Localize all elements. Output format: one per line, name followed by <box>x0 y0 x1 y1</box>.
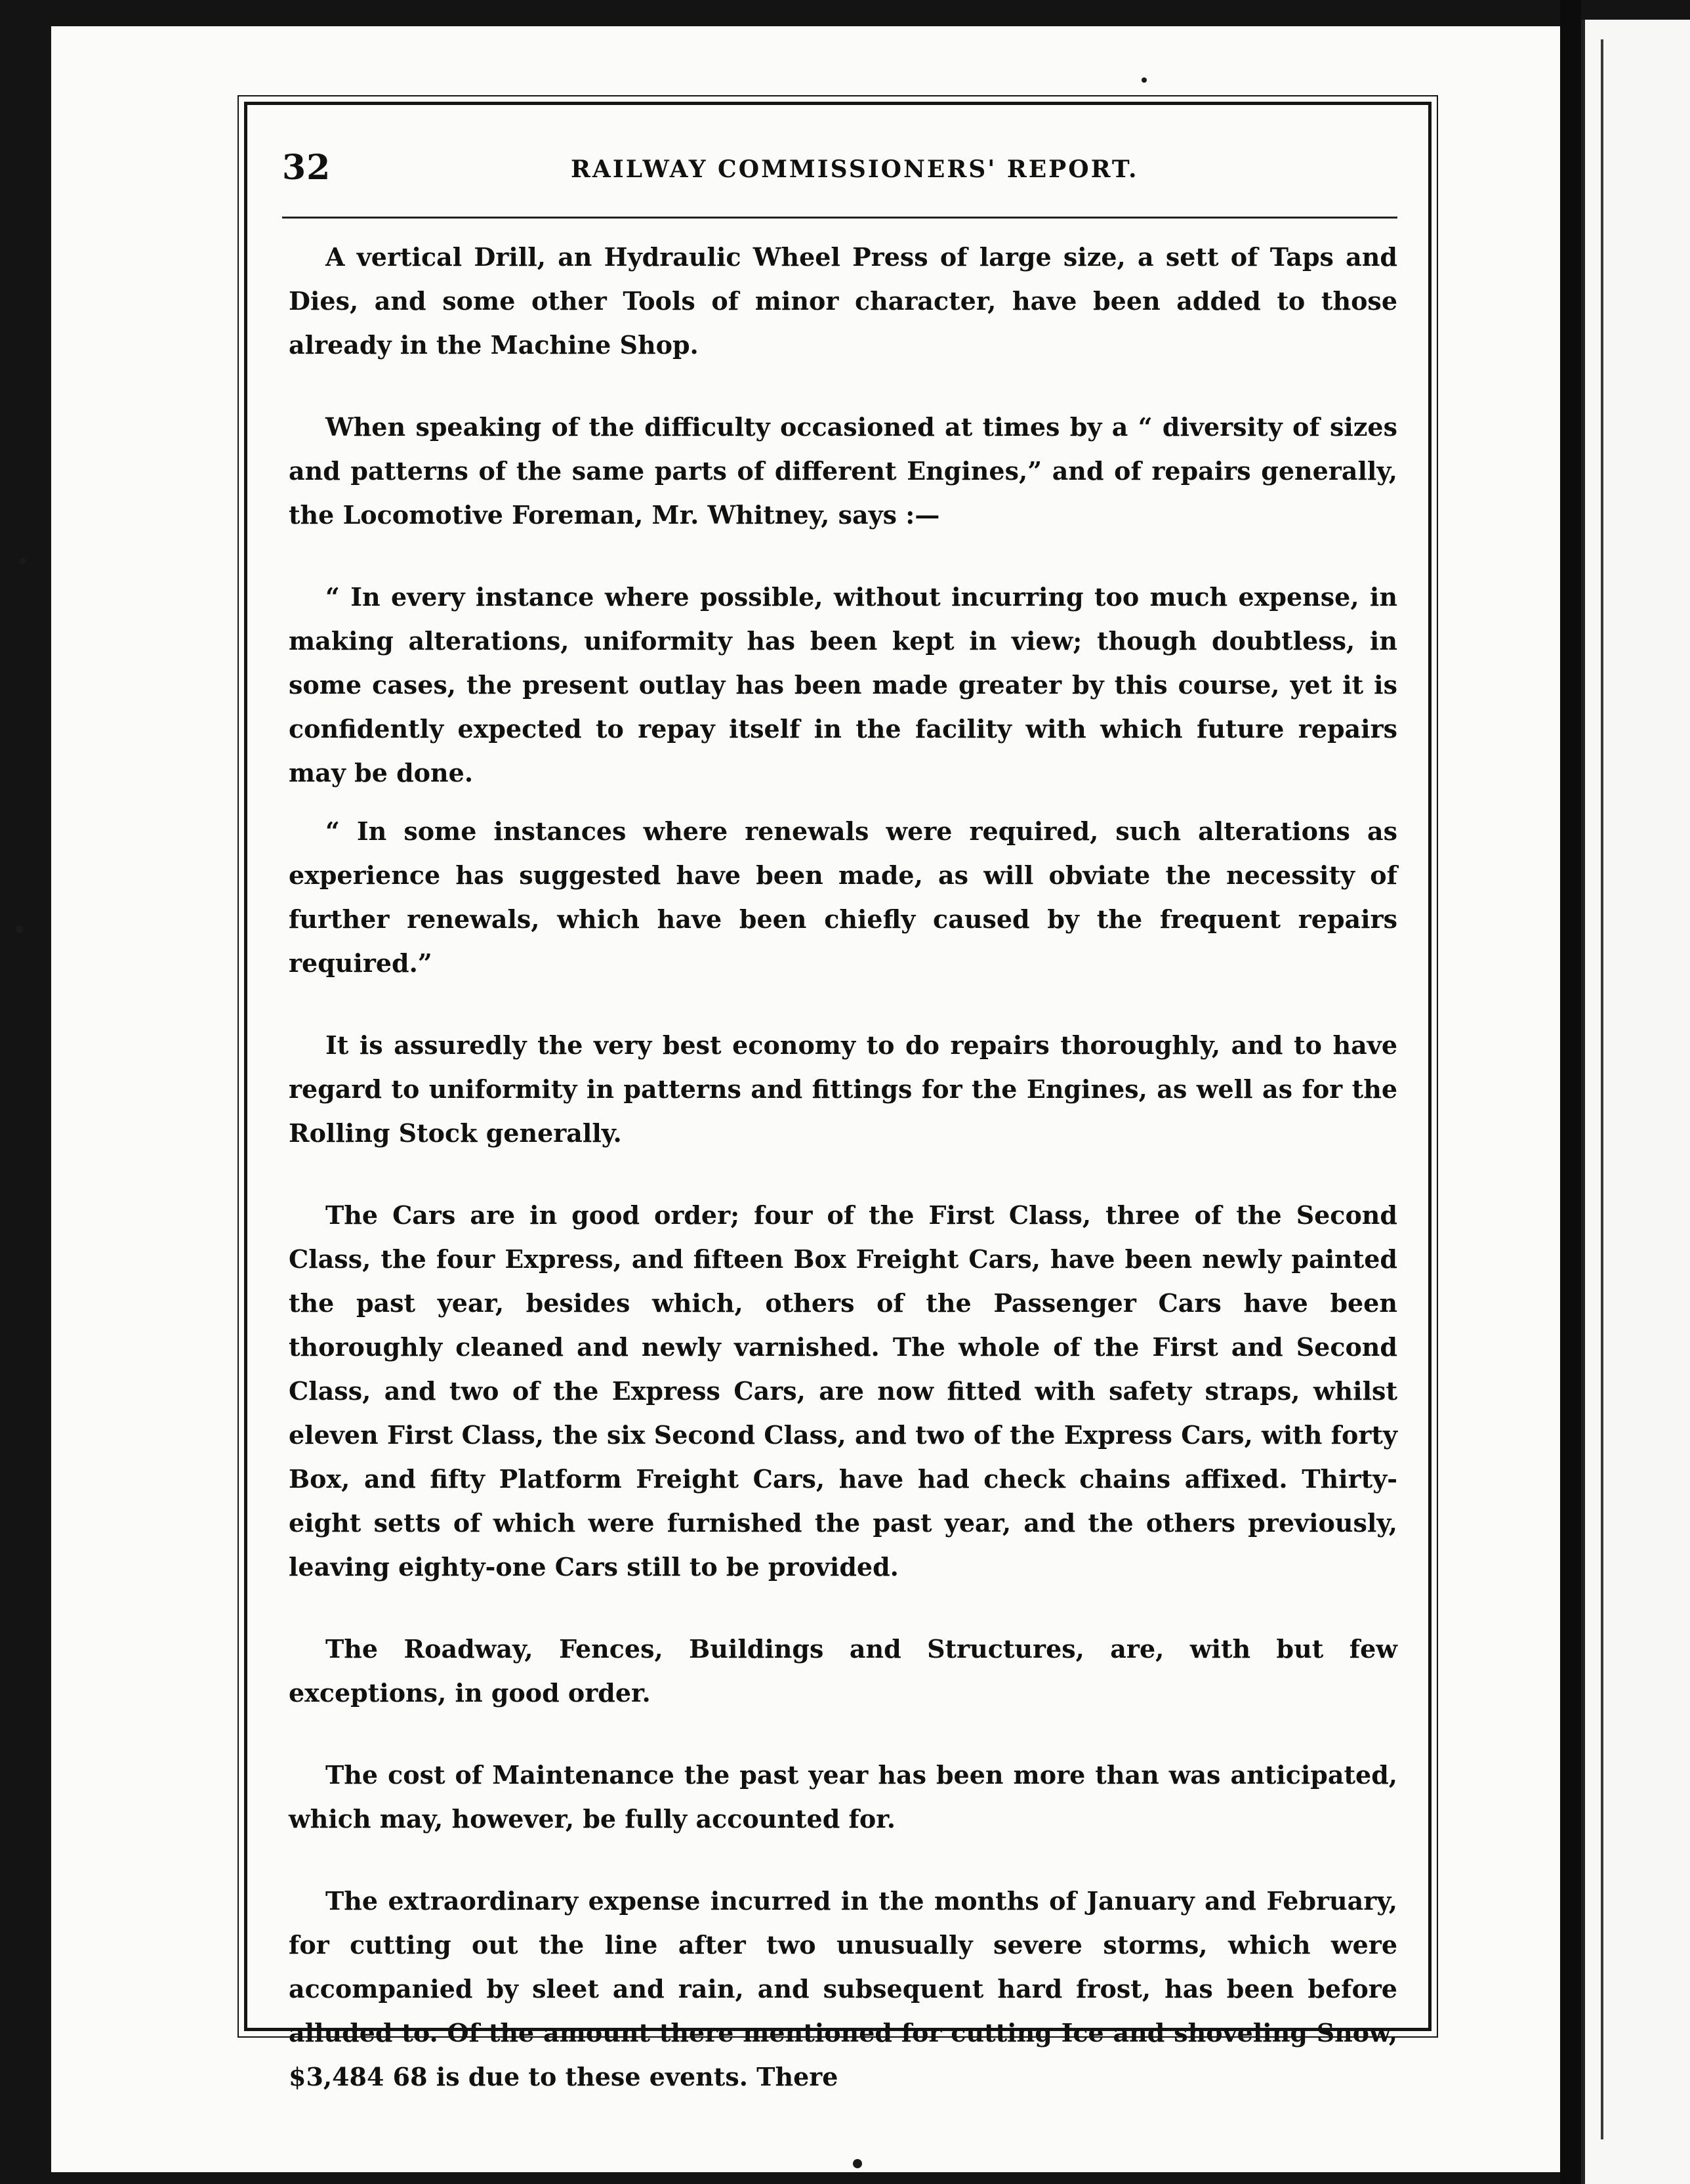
quote-renewals: “ In some instances where renewals were required, such alterations as experience has suggested have been made, as will obviate the necessity of further renewals, which have been chiefly caused by the frequent repairs required.” <box>289 816 1397 978</box>
page-header <box>282 148 1397 194</box>
paragraph-cars: The Cars are in good order; four of the First Class, three of the Second Class, the four Express, and fifteen Box Freight Cars, have been newly painted the past year, besides which, others of the Passenger Cars have been thoroughly cleaned and newly varnished. The whole of the First and Second Class, and two of the Express Cars, are now fitted with safety straps, whilst eleven First Class, the six Second Class, and two of the Express Cars, with forty Box, and fifty Platform Freight Cars, have had check chains affixed. Thirty-eight setts of which were furnished the past year, and the others previously, leaving eighty-one Cars still to be provided. <box>289 1200 1397 1582</box>
paragraph-economy: It is assuredly the very best economy to do repairs thoroughly, and to have regard to uniformity in patterns and fittings for the Engines, as well as for the Rolling Stock generally. <box>289 1030 1397 1148</box>
paragraph-roadway: The Roadway, Fences, Buildings and Structures, are, with but few exceptions, in good order. <box>289 1634 1397 1708</box>
facing-page-shadow <box>1601 39 1603 2139</box>
page-number: 32 <box>282 148 331 188</box>
running-title: RAILWAY COMMISSIONERS' REPORT. <box>571 156 1139 183</box>
scan-speck <box>20 558 26 564</box>
book-gutter <box>1560 0 1581 2184</box>
paragraph-machine-shop: A vertical Drill, an Hydraulic Wheel Press of large size, a sett of Taps and Dies, and some other Tools of minor character, have been added to those already in the Machine Shop. <box>289 242 1397 360</box>
quote-uniformity: “ In every instance where possible, without incurring too much expense, in making alterations, uniformity has been kept in view; though doubtless, in some cases, the present outlay has been made greater by this course, yet it is confidently expected to repay itself in the facility with which future repairs may be done. <box>289 582 1397 788</box>
scan-speck <box>1142 77 1147 83</box>
body-text <box>289 235 1397 2099</box>
scan-speck <box>853 2159 862 2168</box>
facing-page-edge <box>1581 20 1690 2184</box>
paragraph-foreman-remarks: When speaking of the difficulty occasioned at times by a “ diversity of sizes and patterns of the same parts of different Engines,” and of repairs generally, the Locomotive Foreman, Mr. Whitney, says :— <box>289 412 1397 530</box>
paragraph-extraordinary-expense: The extraordinary expense incurred in the months of January and February, for cutting out the line after two unusually severe storms, which were accompanied by sleet and rain, and subsequent hard frost, has been before alluded to. Of the amount there mentioned for cutting Ice and shoveling Snow, $3,484 68 is due to these events. There <box>289 1886 1397 2091</box>
scan-speck <box>16 925 24 933</box>
paragraph-maintenance-cost: The cost of Maintenance the past year has been more than was anticipated, which may, however, be fully accounted for. <box>289 1760 1397 1834</box>
header-rule <box>282 217 1397 219</box>
